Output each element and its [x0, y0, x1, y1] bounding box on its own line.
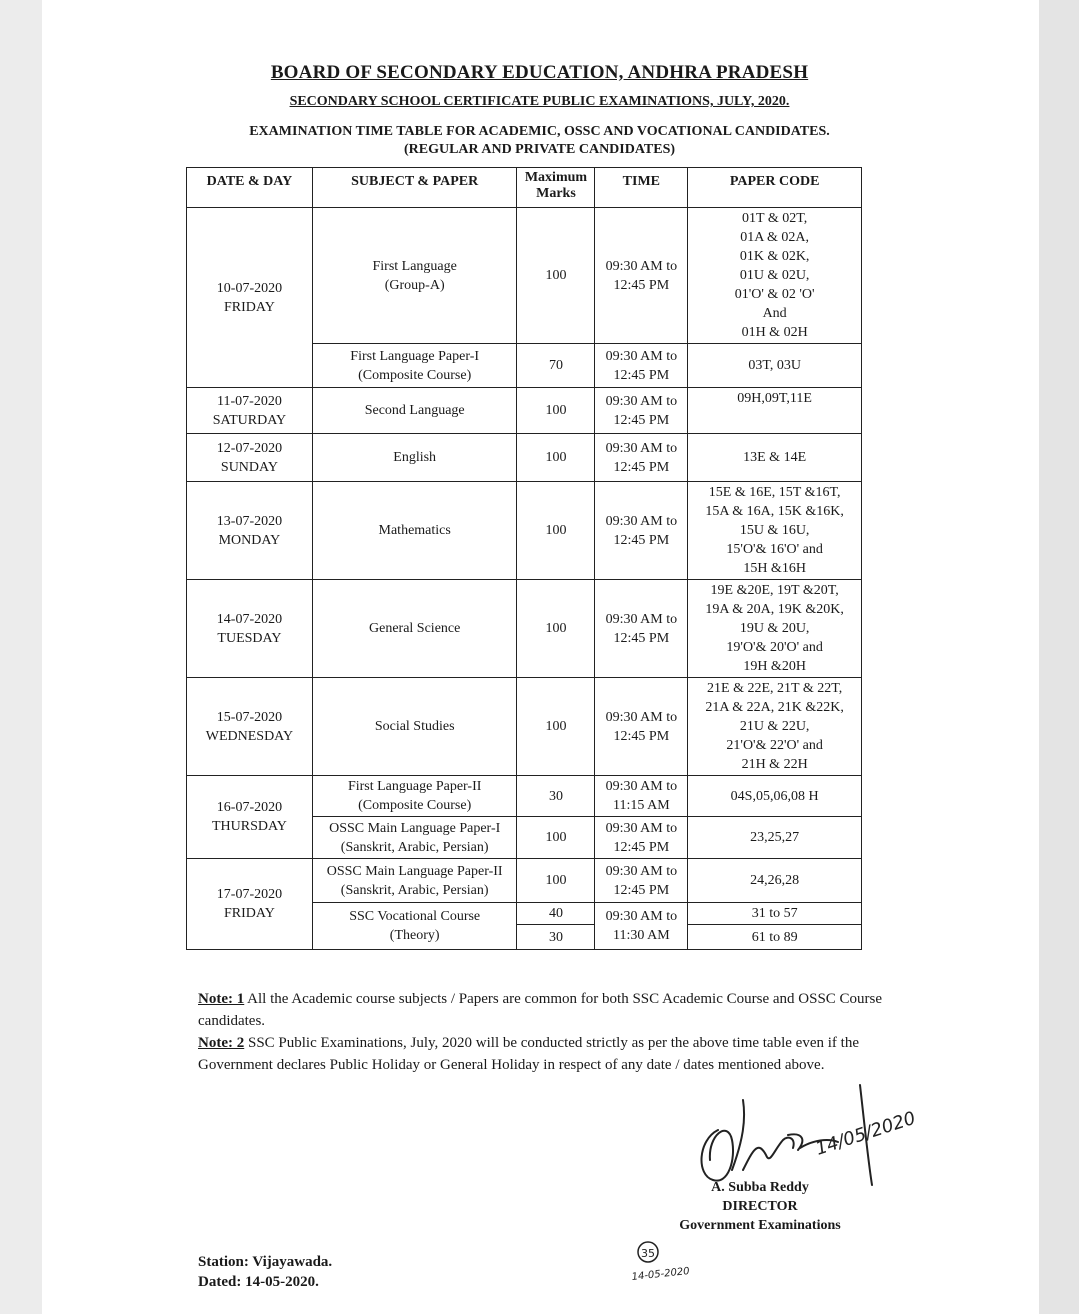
- time-cell: 09:30 AM to 12:45 PM: [595, 817, 688, 859]
- code-cell: 31 to 57: [688, 903, 862, 925]
- note-2-text: SSC Public Examinations, July, 2020 will be conducted strictly as per the above time table even if the Government declares Public Holiday or General Holiday in respect of any date / dates mentioned above.: [198, 1035, 859, 1073]
- marks-cell: 70: [517, 344, 595, 388]
- code-cell: 24,26,28: [688, 859, 862, 903]
- date-cell: 11-07-2020 SATURDAY: [187, 388, 313, 434]
- subject-cell: First Language Paper-II (Composite Course): [312, 776, 517, 817]
- marks-cell: 100: [517, 388, 595, 434]
- initial-stamp-icon: [628, 1236, 708, 1286]
- code-cell: 13E & 14E: [688, 434, 862, 482]
- handwritten-date: [813, 1108, 918, 1160]
- subject-cell: Social Studies: [312, 678, 517, 776]
- subject-cell: General Science: [312, 580, 517, 678]
- marks-cell: 100: [517, 482, 595, 580]
- table-row: [187, 776, 862, 817]
- code-cell: 21E & 22E, 21T & 22T, 21A & 22A, 21K &22K, 21U & 22U, 21'O'& 22'O' and 21H & 22H: [688, 678, 862, 776]
- subject-cell: First Language Paper-I (Composite Course): [312, 344, 517, 388]
- code-cell: 09H,09T,11E: [688, 388, 862, 434]
- stamp-number: 35: [641, 1247, 655, 1260]
- col-header-subject: SUBJECT & PAPER: [312, 168, 517, 208]
- table-row: [187, 434, 862, 482]
- signatory-designation: DIRECTOR: [722, 1199, 798, 1214]
- date-cell: 15-07-2020 WEDNESDAY: [187, 678, 313, 776]
- col-header-time: TIME: [595, 168, 688, 208]
- subject-cell: English: [312, 434, 517, 482]
- subject-cell: First Language (Group-A): [312, 208, 517, 344]
- date-cell: 16-07-2020 THURSDAY: [187, 776, 313, 859]
- time-cell: 09:30 AM to 12:45 PM: [595, 434, 688, 482]
- marks-cell: 40: [517, 903, 595, 925]
- code-cell: 03T, 03U: [688, 344, 862, 388]
- station-line: Station: Vijayawada.: [198, 1254, 333, 1270]
- code-cell: 61 to 89: [688, 925, 862, 950]
- subject-cell: OSSC Main Language Paper-II (Sanskrit, Arabic, Persian): [312, 859, 517, 903]
- date-cell: 10-07-2020 FRIDAY: [187, 208, 313, 388]
- date-cell: 17-07-2020 FRIDAY: [187, 859, 313, 950]
- marks-cell: 30: [517, 776, 595, 817]
- date-cell: 13-07-2020 MONDAY: [187, 482, 313, 580]
- marks-cell: 30: [517, 925, 595, 950]
- timetable-caption: [0, 123, 1079, 159]
- board-title: BOARD OF SECONDARY EDUCATION, ANDHRA PRADESH: [270, 62, 809, 83]
- code-cell: 04S,05,06,08 H: [688, 776, 862, 817]
- time-cell: 09:30 AM to 12:45 PM: [595, 859, 688, 903]
- signatory-office: Government Examinations: [679, 1218, 841, 1233]
- table-row: [187, 388, 862, 434]
- time-cell: 09:30 AM to 12:45 PM: [595, 388, 688, 434]
- note-1-text: All the Academic course subjects / Papers are common for both SSC Academic Course and OSSC Course candidates.: [198, 991, 883, 1029]
- code-cell: 23,25,27: [688, 817, 862, 859]
- note-2: [198, 1032, 898, 1076]
- subject-cell: Mathematics: [312, 482, 517, 580]
- note-1: [198, 988, 898, 1032]
- code-cell: 19E &20E, 19T &20T, 19A & 20A, 19K &20K, 19U & 20U, 19'O'& 20'O' and 19H &20H: [688, 580, 862, 678]
- signatory-block: [650, 1178, 870, 1235]
- marks-cell: 100: [517, 580, 595, 678]
- marks-cell: 100: [517, 678, 595, 776]
- time-cell: 09:30 AM to 12:45 PM: [595, 344, 688, 388]
- signature-stroke: [743, 1138, 794, 1170]
- caption-line-2: (REGULAR AND PRIVATE CANDIDATES): [403, 142, 676, 157]
- table-row: [187, 859, 862, 903]
- note-2-label: Note: 2: [198, 1035, 245, 1051]
- col-header-marks: Maximum Marks: [517, 168, 595, 208]
- table-row: [187, 580, 862, 678]
- col-header-date: DATE & DAY: [187, 168, 313, 208]
- subject-cell: Second Language: [312, 388, 517, 434]
- exam-subtitle: SECONDARY SCHOOL CERTIFICATE PUBLIC EXAMINATIONS, JULY, 2020.: [289, 94, 790, 109]
- handwritten-date-text: 14/05/2020: [813, 1107, 919, 1160]
- time-cell: 09:30 AM to 12:45 PM: [595, 208, 688, 344]
- director-signature: [688, 1080, 938, 1190]
- table-row: [187, 208, 862, 344]
- right-margin: [1039, 0, 1079, 1314]
- subject-cell: SSC Vocational Course (Theory): [312, 903, 517, 950]
- table-row: [187, 482, 862, 580]
- date-cell: 14-07-2020 TUESDAY: [187, 580, 313, 678]
- dated-line: Dated: 14-05-2020.: [198, 1274, 319, 1290]
- marks-cell: 100: [517, 859, 595, 903]
- code-cell: 01T & 02T, 01A & 02A, 01K & 02K, 01U & 02U, 01'O' & 02 'O' And 01H & 02H: [688, 208, 862, 344]
- signatory-name: A. Subba Reddy: [711, 1180, 809, 1195]
- exam-timetable: [186, 167, 862, 950]
- stamp-date: 14-05-2020: [631, 1265, 691, 1283]
- col-header-code: PAPER CODE: [688, 168, 862, 208]
- time-cell: 09:30 AM to 11:30 AM: [595, 903, 688, 950]
- marks-cell: 100: [517, 208, 595, 344]
- left-margin: [0, 0, 42, 1314]
- note-1-label: Note: 1: [198, 991, 245, 1007]
- time-cell: 09:30 AM to 12:45 PM: [595, 482, 688, 580]
- marks-cell: 100: [517, 817, 595, 859]
- time-cell: 09:30 AM to 12:45 PM: [595, 678, 688, 776]
- date-cell: 12-07-2020 SUNDAY: [187, 434, 313, 482]
- subject-cell: OSSC Main Language Paper-I (Sanskrit, Arabic, Persian): [312, 817, 517, 859]
- table-row: [187, 678, 862, 776]
- marks-cell: 100: [517, 434, 595, 482]
- code-cell: 15E & 16E, 15T &16T, 15A & 16A, 15K &16K, 15U & 16U, 15'O'& 16'O' and 15H &16H: [688, 482, 862, 580]
- signature-stroke: [702, 1130, 734, 1181]
- time-cell: 09:30 AM to 11:15 AM: [595, 776, 688, 817]
- notes-section: [198, 988, 898, 1076]
- station-dated-block: [198, 1252, 332, 1292]
- table-header-row: [187, 168, 862, 208]
- signature-stroke: [732, 1100, 744, 1170]
- caption-line-1: EXAMINATION TIME TABLE FOR ACADEMIC, OSSC AND VOCATIONAL CANDIDATES.: [249, 124, 830, 139]
- time-cell: 09:30 AM to 12:45 PM: [595, 580, 688, 678]
